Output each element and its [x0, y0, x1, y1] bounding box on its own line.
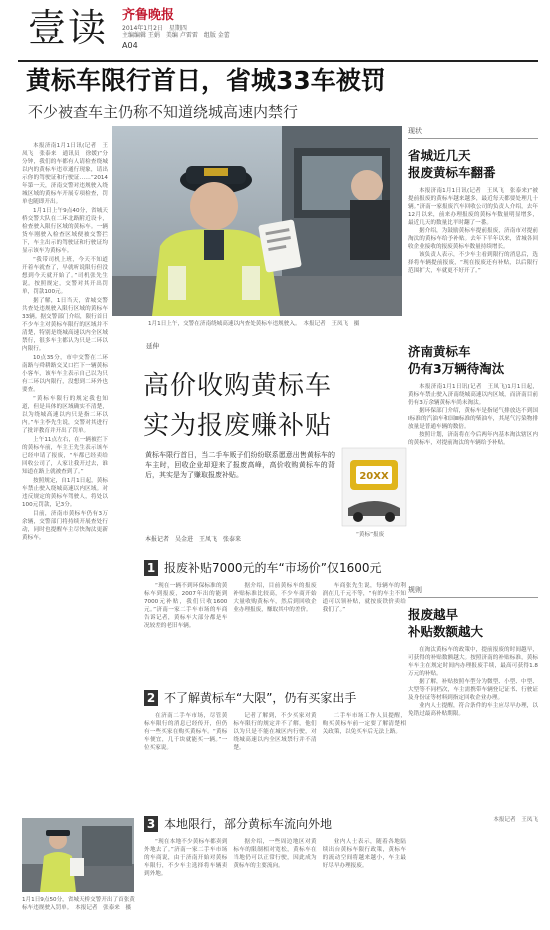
article-paragraph: 在济南二手车市场，尽管黄标车限行的消息已经传开，但仍有一些买家在购买黄标车。“黄标车便宜，几千块就能买一辆。”一位买家说。 [144, 713, 228, 751]
section-title: 壹读 [28, 6, 109, 50]
main-subheadline: 不少被查车主仍称不知道绕城高速内禁行 [28, 103, 299, 121]
sidebar-tag-rules: 规则 [408, 585, 538, 598]
article-paragraph: 本报济南1月1日讯(记者 王凤飞)1月1日起，黄标车禁止驶入济南绕城高速以内区域，而济南目前仍有3万余辆黄标车尚未淘汰。 [408, 384, 538, 406]
subsection-number: 2 [144, 690, 158, 706]
article-paragraph: 车商张先生说，每辆车的利润在几千元不等，“有的车主不知道可以领补贴，就按废铁价卖给我们了。” [322, 583, 406, 613]
bottom-photo [22, 818, 134, 892]
yellow-label-car-icon [340, 446, 408, 528]
article-paragraph: 目前，济南市黄标车仍有3万余辆，交警部门将持续开展查处行动，同时也提醒车主尽快淘汰更新黄标车。 [22, 511, 108, 541]
main-photo [112, 126, 402, 316]
subsection-column [323, 582, 406, 670]
subsection-title: 不了解黄标车“大限”，仍有买家出手 [164, 691, 357, 705]
subsection-column [144, 838, 227, 924]
ticket-issuing-photo [22, 818, 134, 892]
bottom-photo-caption: 1月1日9点50分，省城天桥交警开出了首张黄标车违规驶入罚单。 本报记者 张泰来 摄 [22, 897, 135, 911]
article-paragraph: 据了解，1日当天，省城交警共查处违规驶入限行区域的黄标车33辆。据交警部门介绍，限行首日不少车主对黄标车限行的区域并不清楚，特别是绕城高速以内全区域禁行，很多车主都认为只是二环以内限行。 [22, 298, 108, 352]
subsection-heading [144, 690, 406, 706]
subsection-columns [144, 838, 406, 924]
editor-credits: 主编编辑 王娟 美编 卢雷雷 组版 金蕾 [122, 32, 230, 39]
sidebar-story1-body [408, 187, 538, 331]
main-photo-caption: 1月1日上午，交警在济南绕城高速以内查处黄标车违规驶入。 本报记者 王凤飞 摄 [148, 321, 360, 327]
feature-section-label: 延伸 [146, 342, 159, 350]
paper-logo: 齐鲁晚报 [122, 8, 175, 23]
subsection-3 [144, 816, 406, 926]
article-paragraph: 二手车市场工作人员提醒，购买黄标车前一定要了解清楚相关政策，以免买车后无法上路。 [322, 713, 406, 735]
subsection-column [144, 712, 227, 792]
article-paragraph: 本报济南1月1日讯(记者 王凤飞 张泰来 通讯员 徐媛)“分分钟，我们的车都有人请检查绕城以内的黄标车违章通行现象，请出示你的驾驶证和行驶证……”2014年第一天，济南交警对违规驶入绕城区域的黄标车开展专项检查，罚单也随即开出。 [22, 143, 108, 205]
feature-headline-line2: 实为报废赚补贴 [143, 411, 333, 441]
sidebar-story3-title-line2: 补贴数额越大 [408, 624, 484, 639]
article-paragraph: “我带司机上班，今天不知道开着车就查了，早就听说限行但没想到今天就开始了。”司机张先生说。按照规定，交警对其开出罚单，罚款100元。 [22, 257, 108, 295]
sidebar-story1-title-line2: 报废黄标车翻番 [408, 165, 496, 180]
feature-lead-paragraph: 黄标车限行首日，当二手车贩子们纷纷联系愿意出售黄标车的车主时，回收企业却迎来了报废高峰，高价收购黄标车的背后，其实是为了赚取报废补贴。 [145, 451, 335, 479]
article-paragraph: “现在本地不少黄标车都卖到外地去了。”济南一家二手车市场的车商说，由于济南开始对黄标车限行，不少车主选择将车辆卖到外地。 [144, 839, 228, 877]
scrapped-car-graphic [340, 446, 408, 528]
article-paragraph: 该负责人表示，不少车主看到限行的消息后，选择将车辆提前报废，“现在报废还有补贴，以后限行范围扩大，车就更不好开了。” [408, 252, 538, 274]
article-paragraph: 按照规定，自1月1日起，黄标车禁止驶入绕城高速以内区域。对违反规定的黄标车驾驶人，将处以100元罚款，记3分。 [22, 478, 108, 508]
subsection-columns [144, 582, 406, 670]
graphic-label-text: 20XX [359, 471, 389, 482]
article-paragraph: “现在一辆不到环保标准的黄标车到报废，2007年出的能到7000元补贴，我们只收1600元。”济南一家二手车市场的车商告诉记者，黄标车大部分都是车况较差的老旧车辆。 [144, 583, 228, 629]
subsection-column [323, 712, 406, 792]
article-paragraph: 1月1日上午9点40分，省城天桥交警大队在二环北路附近设卡，检查驶入限行区域的黄标车。一辆货车刚驶入检查区域便被交警拦下，车主出示的驾驶证和行驶证均显示该车为黄标车。 [22, 208, 108, 254]
article-paragraph: 按照计划，济南将在今后两年内基本淘汰辖区内的黄标车，对提前淘汰的车辆给予补贴。 [408, 432, 538, 446]
article-paragraph: 业内人士提醒，符合条件的车主应尽早办理，以免错过最高补贴期限。 [408, 703, 538, 717]
article-paragraph: 据环保部门介绍，黄标车是指尾气排放达不到国Ⅰ标准的汽油车和国Ⅲ标准的柴油车，其尾气污染物排放量是普通车辆的数倍。 [408, 408, 538, 430]
article-paragraph: 据了解，补贴按照车型分为微型、小型、中型、大型等不同档次，车主需携带车辆登记证书、行驶证及身份证等材料到指定回收企业办理。 [408, 679, 538, 701]
subsection-column [233, 582, 316, 670]
sidebar-story3-byline: 本报记者 王凤飞 [493, 817, 538, 823]
sidebar-tag: 现状 [408, 126, 538, 139]
sidebar-story2-title-line2: 仍有3万辆待淘汰 [408, 361, 505, 376]
page-number: A04 [122, 41, 138, 50]
subsection-heading [144, 816, 406, 832]
police-inspection-photo [112, 126, 402, 316]
feature-headline [143, 366, 332, 446]
subsection-column [233, 712, 316, 792]
article-paragraph: 记者了解到，不少买家对黄标车限行的规定并不了解，他们以为只是不能在城区内行驶，对绕城高速以内全区域禁行并不清楚。 [233, 713, 317, 751]
article-paragraph: 据介绍，为鼓励黄标车提前报废，济南市对提前淘汰的黄标车给予补贴。去年下半年以来，省城各回收企业接收的报废黄标车数量持续增长。 [408, 228, 538, 250]
subsection-column [233, 838, 316, 924]
sidebar-story3-title-line1: 报废越早 [408, 607, 459, 622]
article-paragraph: 10点35分，市中交警在二环南路与舜耕路交叉口拦下一辆黄标小客车，该车车主表示自己以为只有二环以内限行，没想到二环外也要查。 [22, 355, 108, 393]
article-paragraph: 在淘汰黄标车的政策中，提前报废的时间越早，可获得的补贴数额越大。按照济南的补贴标准，黄标车车主在规定时间内办理报废手续，最高可获得1.8万元的补贴。 [408, 647, 538, 677]
subsection-heading [144, 560, 406, 576]
subsection-column [144, 582, 227, 670]
article-paragraph: 上午11点左右，在一辆被拦下的黄标车前，车主王先生表示该车已经申请了报废，“车都已经卖给回收公司了，人家让我开过去，谁知道在路上就被查到了。” [22, 437, 108, 475]
left-article-column [22, 142, 108, 814]
subsection-title: 报废补贴7000元的车“市场价”仅1600元 [164, 561, 382, 575]
main-headline: 黄标车限行首日，省城33车被罚 [26, 66, 386, 95]
subsection-2 [144, 690, 406, 796]
header-rule [18, 60, 538, 62]
subsection-number: 1 [144, 560, 158, 576]
subsection-title: 本地限行，部分黄标车流向外地 [164, 817, 333, 831]
article-paragraph: 业内人士表示，随着各地陆续出台黄标车限行政策，黄标车的流动空间将越来越小，车主最好尽早办理报废。 [322, 839, 406, 869]
article-paragraph: 据介绍，目前黄标车的报废补贴标准比较高，不少车商开始大量收购黄标车，然后到回收企业办理报废，赚取其中的差价。 [233, 583, 317, 613]
article-paragraph: 本报济南1月1日讯(记者 王凤飞 张泰来)“被提前报废的黄标车越来越多，最近每天都要处理几十辆。”济南一家报废汽车回收公司的负责人介绍，去年12月以来，前来办理报废的黄标车数量明显增多，最近几天的数量比平时翻了一番。 [408, 188, 538, 226]
issue-date: 2014年1月2日 星期四 [122, 25, 187, 32]
subsection-columns [144, 712, 406, 792]
article-paragraph: “黄标车限行的规定我也知道，但是具体的区域确实不清楚，以为绕城高速以内只是指二环以内。”车主李先生说，交警对其进行了批评教育并开出了罚单。 [22, 396, 108, 434]
article-paragraph: 据介绍，一些周边地区对黄标车的限制相对宽松，黄标车在当地仍可以正常行驶，因此成为黄标车的主要流向。 [233, 839, 317, 869]
masthead [0, 0, 550, 52]
feature-headline-line1: 高价收购黄标车 [143, 371, 333, 401]
feature-byline: 本报记者 吴金进 王凤飞 张泰来 [145, 536, 242, 543]
subsection-column [323, 838, 406, 924]
subsection-number: 3 [144, 816, 158, 832]
graphic-caption: “黄标”报废 [356, 532, 385, 538]
right-sidebar [408, 126, 538, 926]
sidebar-story2-title-line1: 济南黄标车 [408, 344, 471, 359]
sidebar-story1-title-line1: 省城近几天 [408, 148, 471, 163]
subsection-1 [144, 560, 406, 670]
sidebar-story2-body [408, 383, 538, 575]
sidebar-story3-body [408, 646, 538, 814]
